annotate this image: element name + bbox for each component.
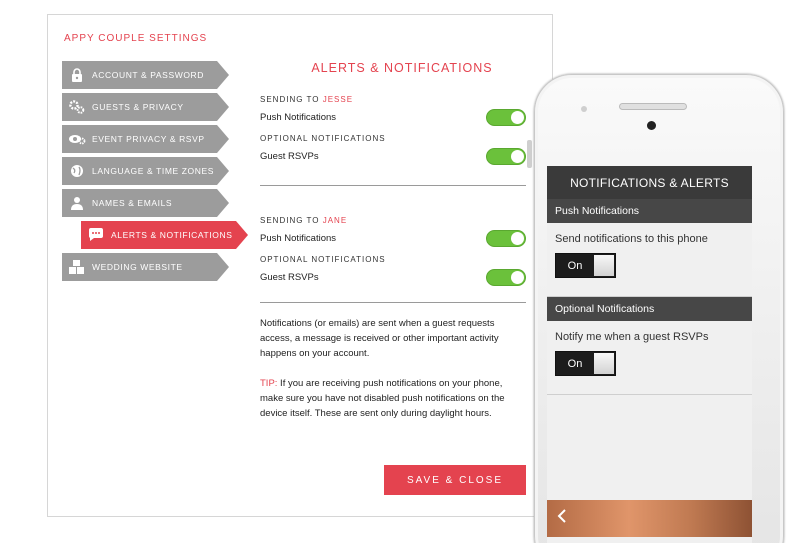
switch-thumb [594,255,614,276]
tip-paragraph [260,376,526,421]
nav-item-wedding-website[interactable] [62,253,217,281]
phone-optional-row [547,321,752,395]
nav-label: ACCOUNT & PASSWORD [92,70,205,80]
lock-icon [62,68,92,82]
nav-label: EVENT PRIVACY & RSVP [92,134,205,144]
nav-item-names-emails[interactable] [62,189,217,217]
section-divider [260,185,526,186]
phone-header-title: NOTIFICATIONS & ALERTS [547,166,752,199]
content-title: ALERTS & NOTIFICATIONS [311,61,493,75]
guest-rsvps-label: Guest RSVPs [260,272,319,283]
nav-label: NAMES & EMAILS [92,198,173,208]
chat-bubble-icon [81,228,111,242]
tip-label: TIP: [260,378,278,389]
sending-to-label [260,95,526,104]
optional-notifications-label: OPTIONAL NOTIFICATIONS [260,255,386,264]
nav-label: LANGUAGE & TIME ZONES [92,166,215,176]
nav-item-event-privacy-rsvp[interactable] [62,125,217,153]
tip-text: If you are receiving push notifications on your phone, make sure you have not disabled push notifications on the device itself. These are sent only during daylight hours. [260,378,505,419]
person-icon [62,196,92,210]
settings-panel [47,14,553,517]
info-paragraph: Notifications (or emails) are sent when a guest requests access, a message is received or other important activity happens on your account. [260,318,499,359]
cubes-icon [62,260,92,274]
toggle-knob [511,232,524,245]
toggle-knob [511,271,524,284]
settings-nav [62,61,232,285]
phone-push-switch[interactable] [555,253,616,278]
gears-icon [62,100,92,114]
push-notifications-row [260,109,526,126]
switch-on-label: On [567,357,583,370]
push-notifications-label: Push Notifications [260,112,337,123]
sending-to-label [260,216,526,225]
nav-item-alerts-notifications[interactable] [81,221,236,249]
nav-item-account-password[interactable] [62,61,217,89]
phone-footer-bar [547,500,752,537]
guest-rsvps-label: Guest RSVPs [260,151,319,162]
recipient-name: JANE [322,216,348,225]
push-notifications-toggle[interactable] [486,109,526,126]
nav-item-guests-privacy[interactable] [62,93,217,121]
nav-label: WEDDING WEBSITE [92,262,183,272]
recipient-name: JESSE [322,95,354,104]
switch-thumb [594,353,614,374]
eye-gear-icon [62,133,92,145]
push-notifications-row [260,230,526,247]
phone-sensor [581,106,587,112]
save-close-button[interactable]: SAVE & CLOSE [384,465,526,495]
sending-prefix: SENDING TO [260,216,323,225]
phone-optional-label: Notify me when a guest RSVPs [555,331,709,343]
phone-push-row [547,223,752,297]
push-notifications-label: Push Notifications [260,233,337,244]
phone-optional-section-header: Optional Notifications [547,297,752,321]
alerts-content [260,61,526,421]
chevron-left-icon[interactable] [557,509,567,528]
section-divider [260,302,526,303]
nav-label: ALERTS & NOTIFICATIONS [111,230,233,240]
switch-on-label: On [567,259,583,272]
toggle-knob [511,111,524,124]
sending-prefix: SENDING TO [260,95,323,104]
guest-rsvps-row [260,269,526,286]
phone-push-section-header: Push Notifications [547,199,752,223]
phone-speaker [619,103,687,110]
panel-title: APPY COUPLE SETTINGS [64,33,208,44]
phone-screen [547,166,752,543]
nav-item-language-time-zones[interactable] [62,157,217,185]
phone-optional-switch[interactable] [555,351,616,376]
guest-rsvps-toggle[interactable] [486,269,526,286]
guest-rsvps-toggle[interactable] [486,148,526,165]
toggle-knob [511,150,524,163]
phone-side-button [527,140,532,168]
push-notifications-toggle[interactable] [486,230,526,247]
guest-rsvps-row [260,148,526,165]
globe-icon [62,164,92,178]
phone-camera [647,121,656,130]
nav-label: GUESTS & PRIVACY [92,102,184,112]
phone-push-label: Send notifications to this phone [555,233,708,245]
optional-notifications-label: OPTIONAL NOTIFICATIONS [260,134,386,143]
